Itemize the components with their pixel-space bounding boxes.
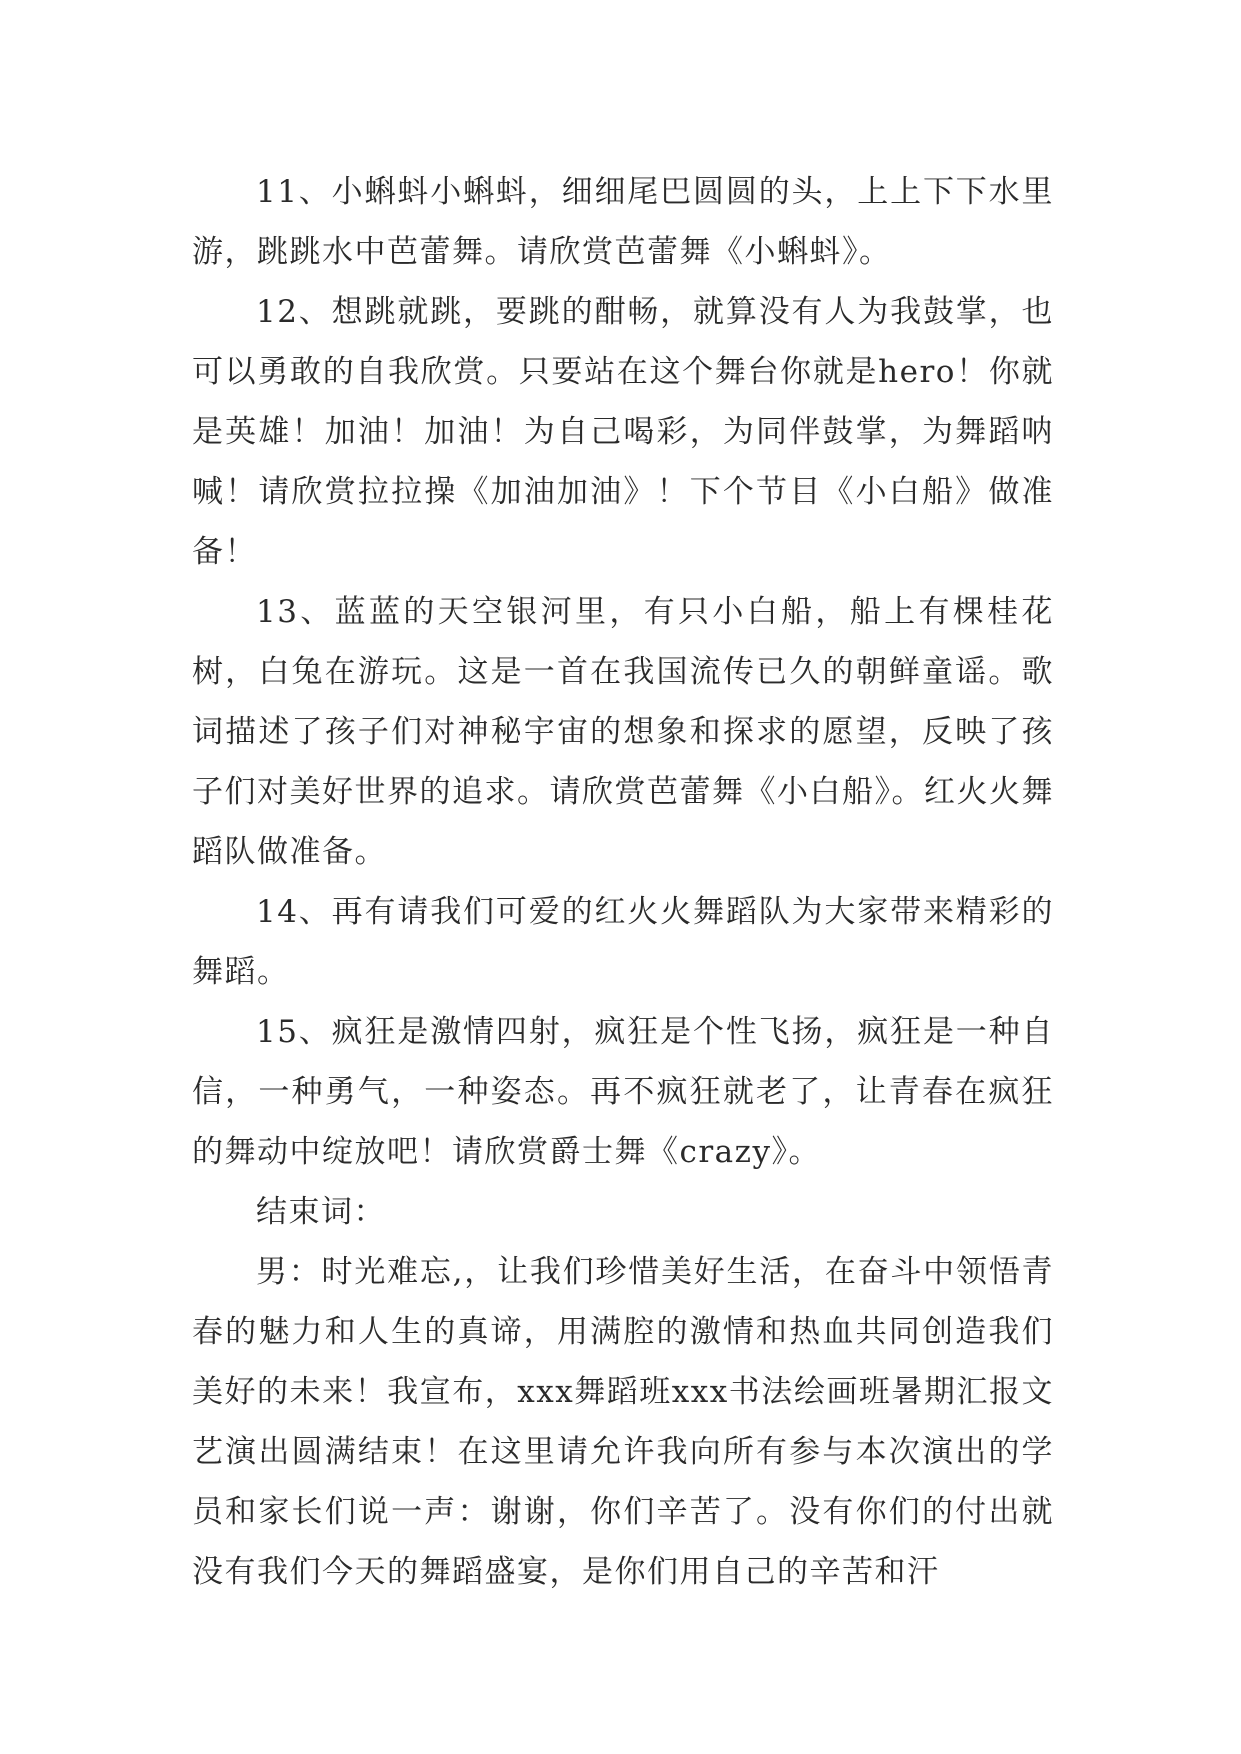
paragraph-item-14: 14、再有请我们可爱的红火火舞蹈队为大家带来精彩的舞蹈。	[192, 894, 1054, 990]
document-body	[192, 162, 1054, 1602]
paragraph-item-12: 12、想跳就跳，要跳的酣畅，就算没有人为我鼓掌，也可以勇敢的自我欣赏。只要站在这个舞台你就是hero！你就是英雄！加油！加油！为自己喝彩，为同伴鼓掌，为舞蹈呐喊！请欣赏拉拉操《加油加油》！下个节目《小白船》做准备！	[192, 294, 1054, 570]
closing-speech-male: 男：时光难忘,，让我们珍惜美好生活，在奋斗中领悟青春的魅力和人生的真谛，用满腔的激情和热血共同创造我们美好的未来！我宣布，xxx舞蹈班xxx书法绘画班暑期汇报文艺演出圆满结束！在这里请允许我向所有参与本次演出的学员和家长们说一声：谢谢，你们辛苦了。没有你们的付出就没有我们今天的舞蹈盛宴，是你们用自己的辛苦和汗	[192, 1254, 1054, 1590]
paragraph-item-13: 13、蓝蓝的天空银河里，有只小白船，船上有棵桂花树，白兔在游玩。这是一首在我国流传已久的朝鲜童谣。歌词描述了孩子们对神秘宇宙的想象和探求的愿望，反映了孩子们对美好世界的追求。请欣赏芭蕾舞《小白船》。红火火舞蹈队做准备。	[192, 594, 1054, 870]
paragraph-item-15: 15、疯狂是激情四射，疯狂是个性飞扬，疯狂是一种自信，一种勇气，一种姿态。再不疯狂就老了，让青春在疯狂的舞动中绽放吧！请欣赏爵士舞《crazy》。	[192, 1014, 1054, 1170]
closing-heading: 结束词：	[256, 1194, 386, 1230]
paragraph-item-11: 11、小蝌蚪小蝌蚪，细细尾巴圆圆的头，上上下下水里游，跳跳水中芭蕾舞。请欣赏芭蕾舞《小蝌蚪》。	[192, 174, 1054, 270]
